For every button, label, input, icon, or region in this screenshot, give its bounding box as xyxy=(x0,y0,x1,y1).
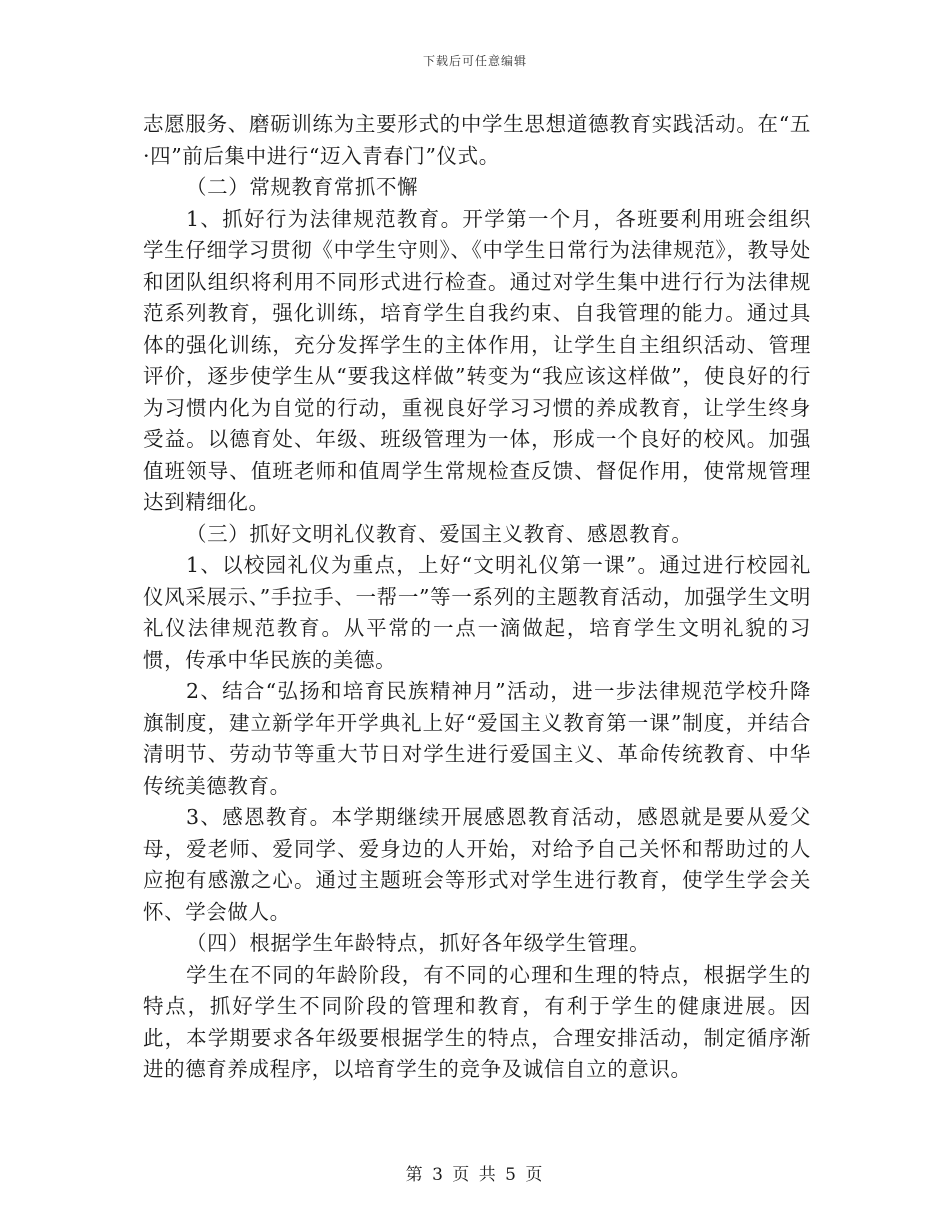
paragraph: 1、以校园礼仪为重点，上好“文明礼仪第一课”。通过进行校园礼仪风采展示、”手拉手、一帮一”等一系列的主题教育活动，加强学生文明礼仪法律规范教育。从平常的一点一滴做起，培育学生文明礼貌的习惯，传承中华民族的美德。 xyxy=(143,553,811,672)
section-heading: （二）常规教育常抓不懈 xyxy=(186,175,419,199)
paragraph: 学生在不同的年龄阶段，有不同的心理和生理的特点，根据学生的特点，抓好学生不同阶段的管理和教育，有利于学生的健康进展。因此，本学期要求各年级要根据学生的特点，合理安排活动，制定循序渐进的德育养成程序，以培育学生的竞争及诚信自立的意识。 xyxy=(143,962,811,1081)
section-heading: （四）根据学生年龄特点，抓好各年级学生管理。 xyxy=(186,931,651,955)
page-number: 第 3 页 共 5 页 xyxy=(405,1165,545,1185)
section-heading: （三）抓好文明礼仪教育、爱国主义教育、感恩教育。 xyxy=(186,521,693,546)
paragraph: 1、抓好行为法律规范教育。开学第一个月，各班要利用班会组织学生仔细学习贯彻《中学生守则》、《中学生日常行为法律规范》，教导处和团队组织将利用不同形式进行检查。通过对学生集中进行行为法律规范系列教育，强化训练，培育学生自我约束、自我管理的能力。通过具体的强化训练，充分发挥学生的主体作用，让学生自主组织活动、管理评价，逐步使学生从“要我这样做”转变为“我应该这样做”，使良好的行为习惯内化为自觉的行动，重视良好学习习惯的养成教育，让学生终身受益。以德育处、年级、班级管理为一体，形成一个良好的校风。加强值班领导、值班老师和值周学生常规检查反馈、督促作用，使常规管理达到精细化。 xyxy=(143,206,811,514)
header-note: 下载后可任意编辑 xyxy=(422,54,527,68)
paragraph: 2、结合“弘扬和培育民族精神月”活动，进一步法律规范学校升降旗制度，建立新学年开学典礼上好“爱国主义教育第一课”制度，并结合清明节、劳动节等重大节日对学生进行爱国主义、革命传统教育、中华传统美德教育。 xyxy=(143,679,811,798)
document-body xyxy=(143,109,811,1086)
paragraph: 志愿服务、磨砺训练为主要形式的中学生思想道德教育实践活动。在“五·四”前后集中进行“迈入青春门”仪式。 xyxy=(143,112,811,168)
paragraph: 3、感恩教育。本学期继续开展感恩教育活动，感恩就是要从爱父母，爱老师、爱同学、爱身边的人开始，对给予自己关怀和帮助过的人应抱有感激之心。通过主题班会等形式对学生进行教育，使学生学会关怀、学会做人。 xyxy=(143,805,811,924)
